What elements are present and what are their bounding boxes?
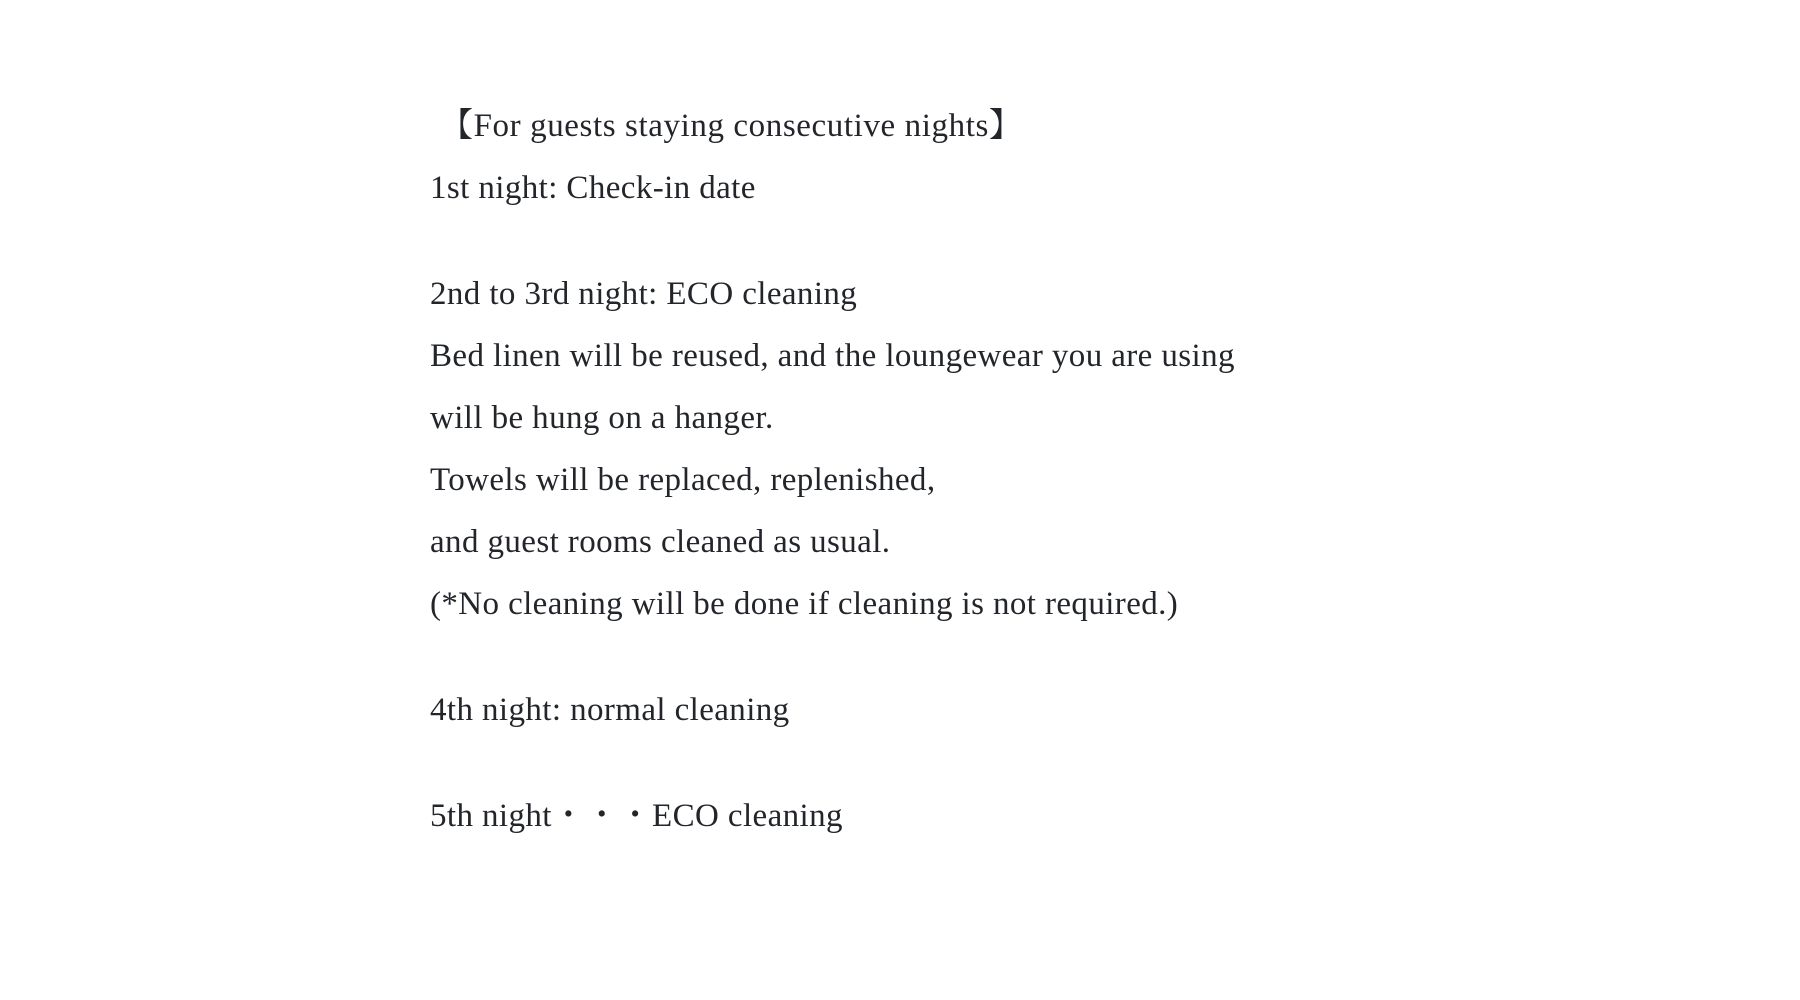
notice-line-no-cleaning-note: (*No cleaning will be done if cleaning is not required.) bbox=[430, 586, 1179, 622]
notice-line-second-third-night: 2nd to 3rd night: ECO cleaning bbox=[430, 276, 858, 312]
notice-line-linen-reuse-2: will be hung on a hanger. bbox=[430, 400, 774, 436]
notice-spacer-1 bbox=[430, 219, 1430, 263]
notice-spacer-2 bbox=[430, 635, 1430, 679]
notice-heading: 【For guests staying consecutive nights】 bbox=[440, 108, 1023, 144]
notice-spacer-3 bbox=[430, 741, 1430, 785]
notice-line-fifth-night: 5th night・・・ECO cleaning bbox=[430, 798, 843, 834]
notice-line-towels-2: and guest rooms cleaned as usual. bbox=[430, 524, 891, 560]
notice-line-towels-1: Towels will be replaced, replenished, bbox=[430, 462, 936, 498]
consecutive-nights-notice bbox=[430, 95, 1430, 847]
notice-line-first-night: 1st night: Check-in date bbox=[430, 170, 756, 206]
notice-line-fourth-night: 4th night: normal cleaning bbox=[430, 692, 790, 728]
notice-line-linen-reuse-1: Bed linen will be reused, and the loungewear you are using bbox=[430, 338, 1235, 374]
